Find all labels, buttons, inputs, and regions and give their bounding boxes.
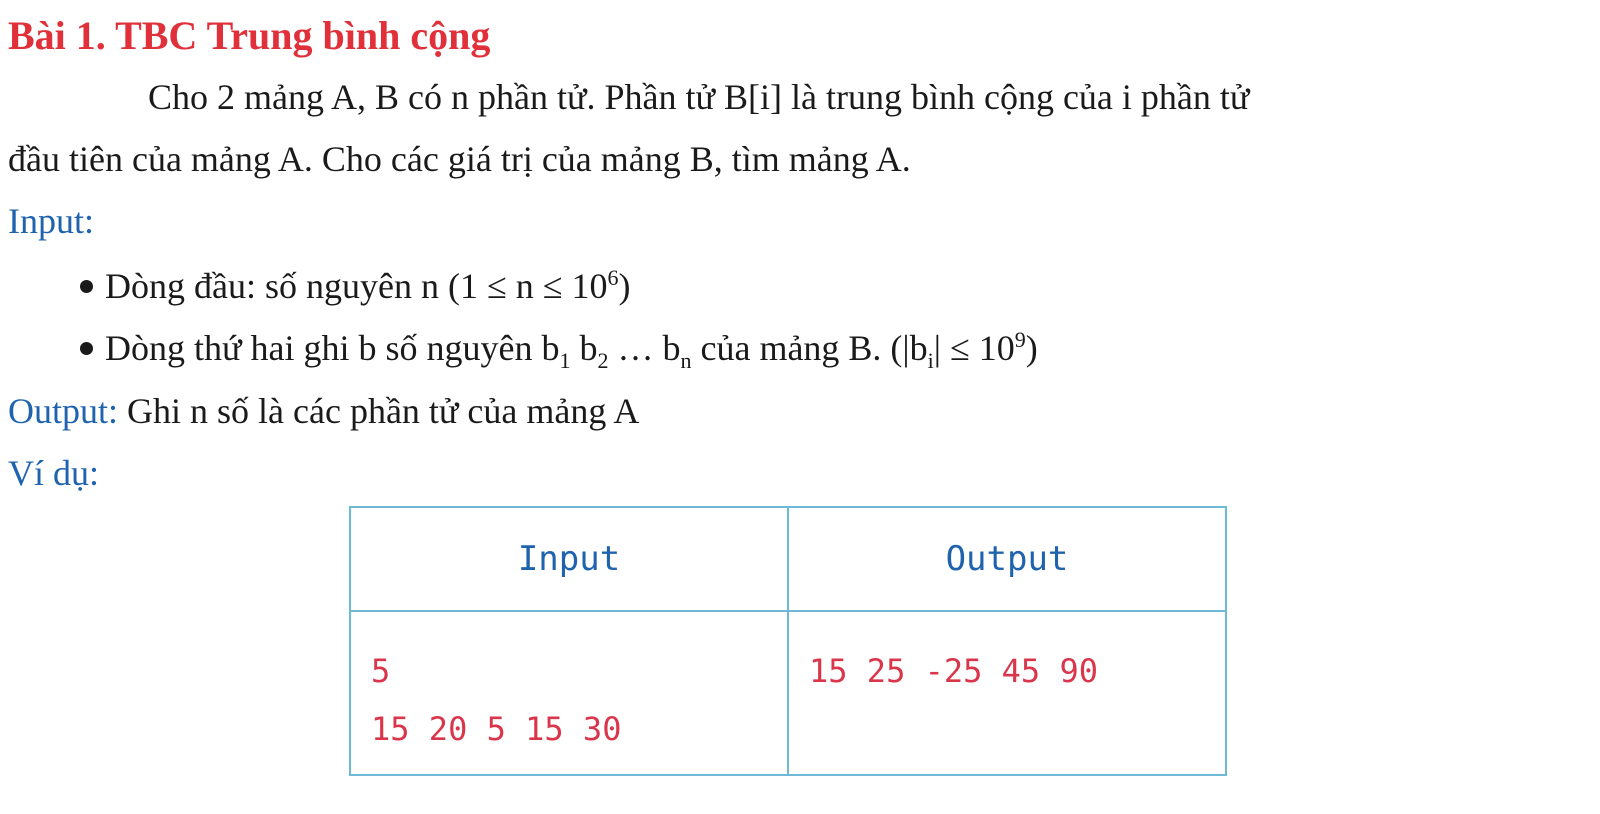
bullet2-mid-4: | ≤ 10 (933, 328, 1015, 368)
output-description: Ghi n số là các phần tử của mảng A (118, 391, 640, 431)
bullet2-mid-2: … b (608, 328, 681, 368)
bullet2-sub-n: n (680, 348, 692, 374)
example-header-input: Input (350, 507, 788, 611)
bullet-dot-icon (80, 280, 93, 293)
description-line-2: đầu tiên của mảng A. Cho các giá trị của mảng B, tìm mảng A. (8, 139, 911, 179)
example-output-cell (788, 611, 1226, 775)
bullet2-sub-2: 2 (597, 348, 609, 374)
example-input-line-2: 15 20 5 15 30 (371, 710, 622, 748)
bullet2-sub-i: i (927, 348, 934, 374)
example-input-cell (350, 611, 788, 775)
bullet2-mid-3: của mảng B. (|b (691, 328, 928, 368)
example-input-line-1: 5 (371, 652, 391, 690)
example-header-output: Output (788, 507, 1226, 611)
input-section-label: Input: (8, 201, 94, 241)
output-section (8, 390, 639, 432)
bullet1-exponent: 6 (607, 265, 619, 290)
bullet-dot-icon (80, 342, 93, 355)
input-bullet-first-line (80, 265, 630, 307)
problem-title: Bài 1. TBC Trung bình cộng (8, 13, 491, 58)
example-table (349, 506, 1227, 776)
input-bullet-second-line (80, 327, 1038, 374)
description-line-1: Cho 2 mảng A, B có n phần tử. Phần tử B[i] là trung bình cộng của i phần tử (148, 77, 1250, 117)
example-table-row (350, 611, 1226, 775)
example-section-label: Ví dụ: (8, 453, 100, 493)
example-output-line-1: 15 25 -25 45 90 (809, 652, 1098, 690)
bullet2-tail: ) (1025, 328, 1038, 368)
bullet2-sub-1: 1 (559, 348, 571, 374)
bullet2-mid-1: b (570, 328, 598, 368)
output-section-label: Output: (8, 391, 119, 431)
bullet1-text: Dòng đầu: số nguyên n (1 ≤ n ≤ 10 (105, 266, 608, 306)
bullet2-pre: Dòng thứ hai ghi b số nguyên b (105, 328, 560, 368)
bullet2-exponent: 9 (1014, 327, 1026, 352)
bullet1-tail: ) (618, 266, 631, 306)
example-table-header-row (350, 507, 1226, 611)
